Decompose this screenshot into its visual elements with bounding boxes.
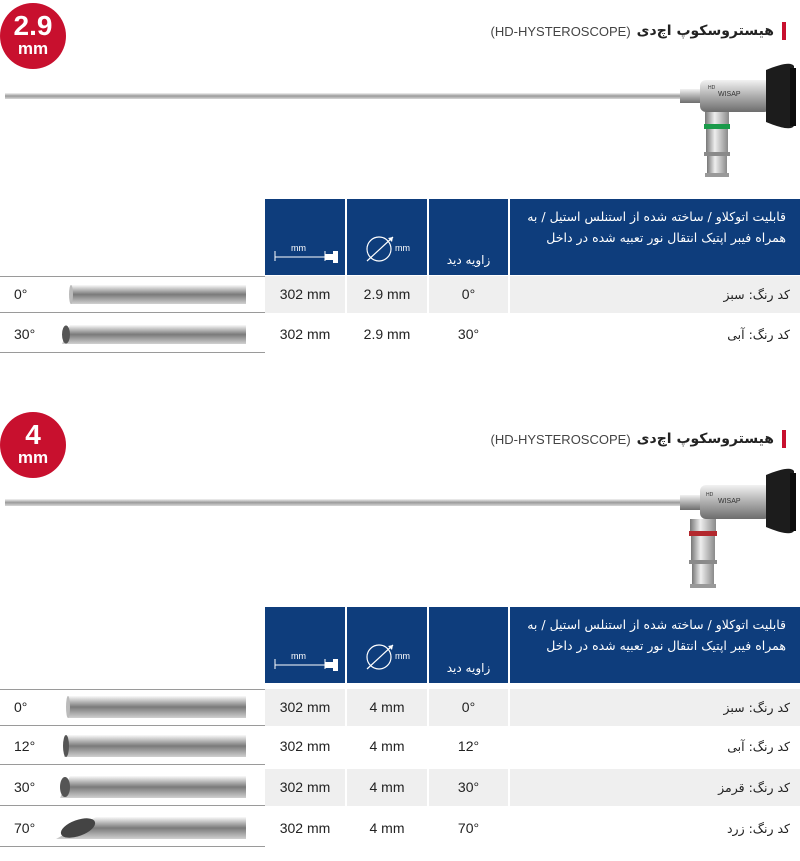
- row-color-code: کد رنگ: سبز: [510, 276, 800, 313]
- tip-30deg-image: [56, 316, 246, 353]
- length-unit: mm: [291, 651, 306, 661]
- tip-12deg-image: [56, 728, 246, 765]
- row-diameter: 4 mm: [369, 738, 405, 754]
- row-length: 302 mm: [279, 738, 331, 754]
- badge-number: 2.9: [13, 10, 53, 41]
- row-angle: 30°: [14, 326, 36, 342]
- tip-0deg-image: [56, 689, 246, 726]
- row-view-angle: 12°: [457, 738, 480, 754]
- length-icon: [265, 199, 345, 275]
- row-length: 302 mm: [279, 820, 331, 836]
- row-view-angle: 30°: [457, 326, 480, 342]
- scope-brand-label: WISAP: [718, 498, 741, 505]
- diameter-unit: mm: [395, 651, 410, 661]
- row-diameter: 4 mm: [347, 769, 427, 806]
- header-diameter: [347, 199, 427, 275]
- view-angle-label: زاویه دید: [446, 253, 491, 267]
- title-fa: هیستروسکوپ اچ‌دی: [636, 431, 774, 447]
- row-color-code: کد رنگ: آبی: [727, 739, 790, 754]
- title-en: (HD-HYSTEROSCOPE): [490, 23, 631, 39]
- description-text: قابلیت اتوکلاو / ساخته شده از استنلس استیل / به همراه فیبر اپتیک انتقال نور تعبیه شده در داخل: [527, 209, 786, 245]
- header-view-angle: [429, 199, 508, 275]
- table-row: [0, 810, 800, 847]
- section-title: [491, 430, 786, 448]
- scope-brand-label: WISAP: [718, 91, 741, 98]
- scope-model-label: HD: [708, 85, 716, 91]
- row-length: 302 mm: [279, 326, 331, 342]
- title-en: (HD-HYSTEROSCOPE): [490, 431, 631, 447]
- tip-70deg-image: [56, 810, 246, 847]
- length-icon: [265, 607, 345, 683]
- row-color-code: کد رنگ: آبی: [727, 327, 790, 342]
- row-view-angle: 30°: [429, 769, 508, 806]
- badge-unit: mm: [17, 448, 49, 467]
- row-angle: 0°: [14, 699, 28, 715]
- section-title: [491, 22, 786, 40]
- header-description: [510, 607, 800, 683]
- title-accent-bar: [782, 22, 786, 40]
- color-code-ring: [704, 124, 730, 129]
- row-diameter: 4 mm: [369, 820, 405, 836]
- table-row: [0, 689, 800, 726]
- scope-model-label: HD: [706, 492, 714, 498]
- diameter-unit: mm: [395, 243, 410, 253]
- row-view-angle: 70°: [457, 820, 480, 836]
- row-diameter: 2.9 mm: [347, 276, 427, 313]
- row-angle: 30°: [14, 779, 36, 795]
- row-diameter: 2.9 mm: [363, 326, 411, 342]
- header-diameter: [347, 607, 427, 683]
- table-row: [0, 276, 800, 313]
- row-length: 302 mm: [265, 689, 345, 726]
- diameter-icon: [347, 607, 427, 683]
- row-diameter: 4 mm: [347, 689, 427, 726]
- view-angle-label: زاویه دید: [446, 661, 491, 675]
- header-view-angle: [429, 607, 508, 683]
- tip-0deg-image: [56, 276, 246, 313]
- table-row: [0, 728, 800, 765]
- title-accent-bar: [782, 430, 786, 448]
- title-fa: هیستروسکوپ اچ‌دی: [636, 23, 774, 39]
- row-angle: 0°: [14, 286, 28, 302]
- length-unit: mm: [291, 243, 306, 253]
- diameter-icon: [347, 199, 427, 275]
- header-length: [265, 607, 345, 683]
- row-color-code: کد رنگ: قرمز: [510, 769, 800, 806]
- row-view-angle: 0°: [429, 276, 508, 313]
- table-row: [0, 316, 800, 353]
- row-length: 302 mm: [265, 276, 345, 313]
- row-view-angle: 0°: [429, 689, 508, 726]
- table-row: [0, 769, 800, 806]
- badge-unit: mm: [17, 39, 49, 58]
- header-length: [265, 199, 345, 275]
- description-text: قابلیت اتوکلاو / ساخته شده از استنلس استیل / به همراه فیبر اپتیک انتقال نور تعبیه شده در داخل: [527, 617, 786, 653]
- row-angle: 12°: [14, 738, 36, 754]
- tip-30deg-image: [56, 769, 246, 806]
- header-description: [510, 199, 800, 275]
- row-angle: 70°: [14, 820, 36, 836]
- color-code-ring: [689, 531, 717, 536]
- hysteroscope-image: [0, 56, 800, 184]
- row-length: 302 mm: [265, 769, 345, 806]
- row-color-code: کد رنگ: سبز: [510, 689, 800, 726]
- row-color-code: کد رنگ: زرد: [726, 821, 790, 836]
- badge-number: 4: [25, 419, 41, 450]
- hysteroscope-image: [0, 465, 800, 593]
